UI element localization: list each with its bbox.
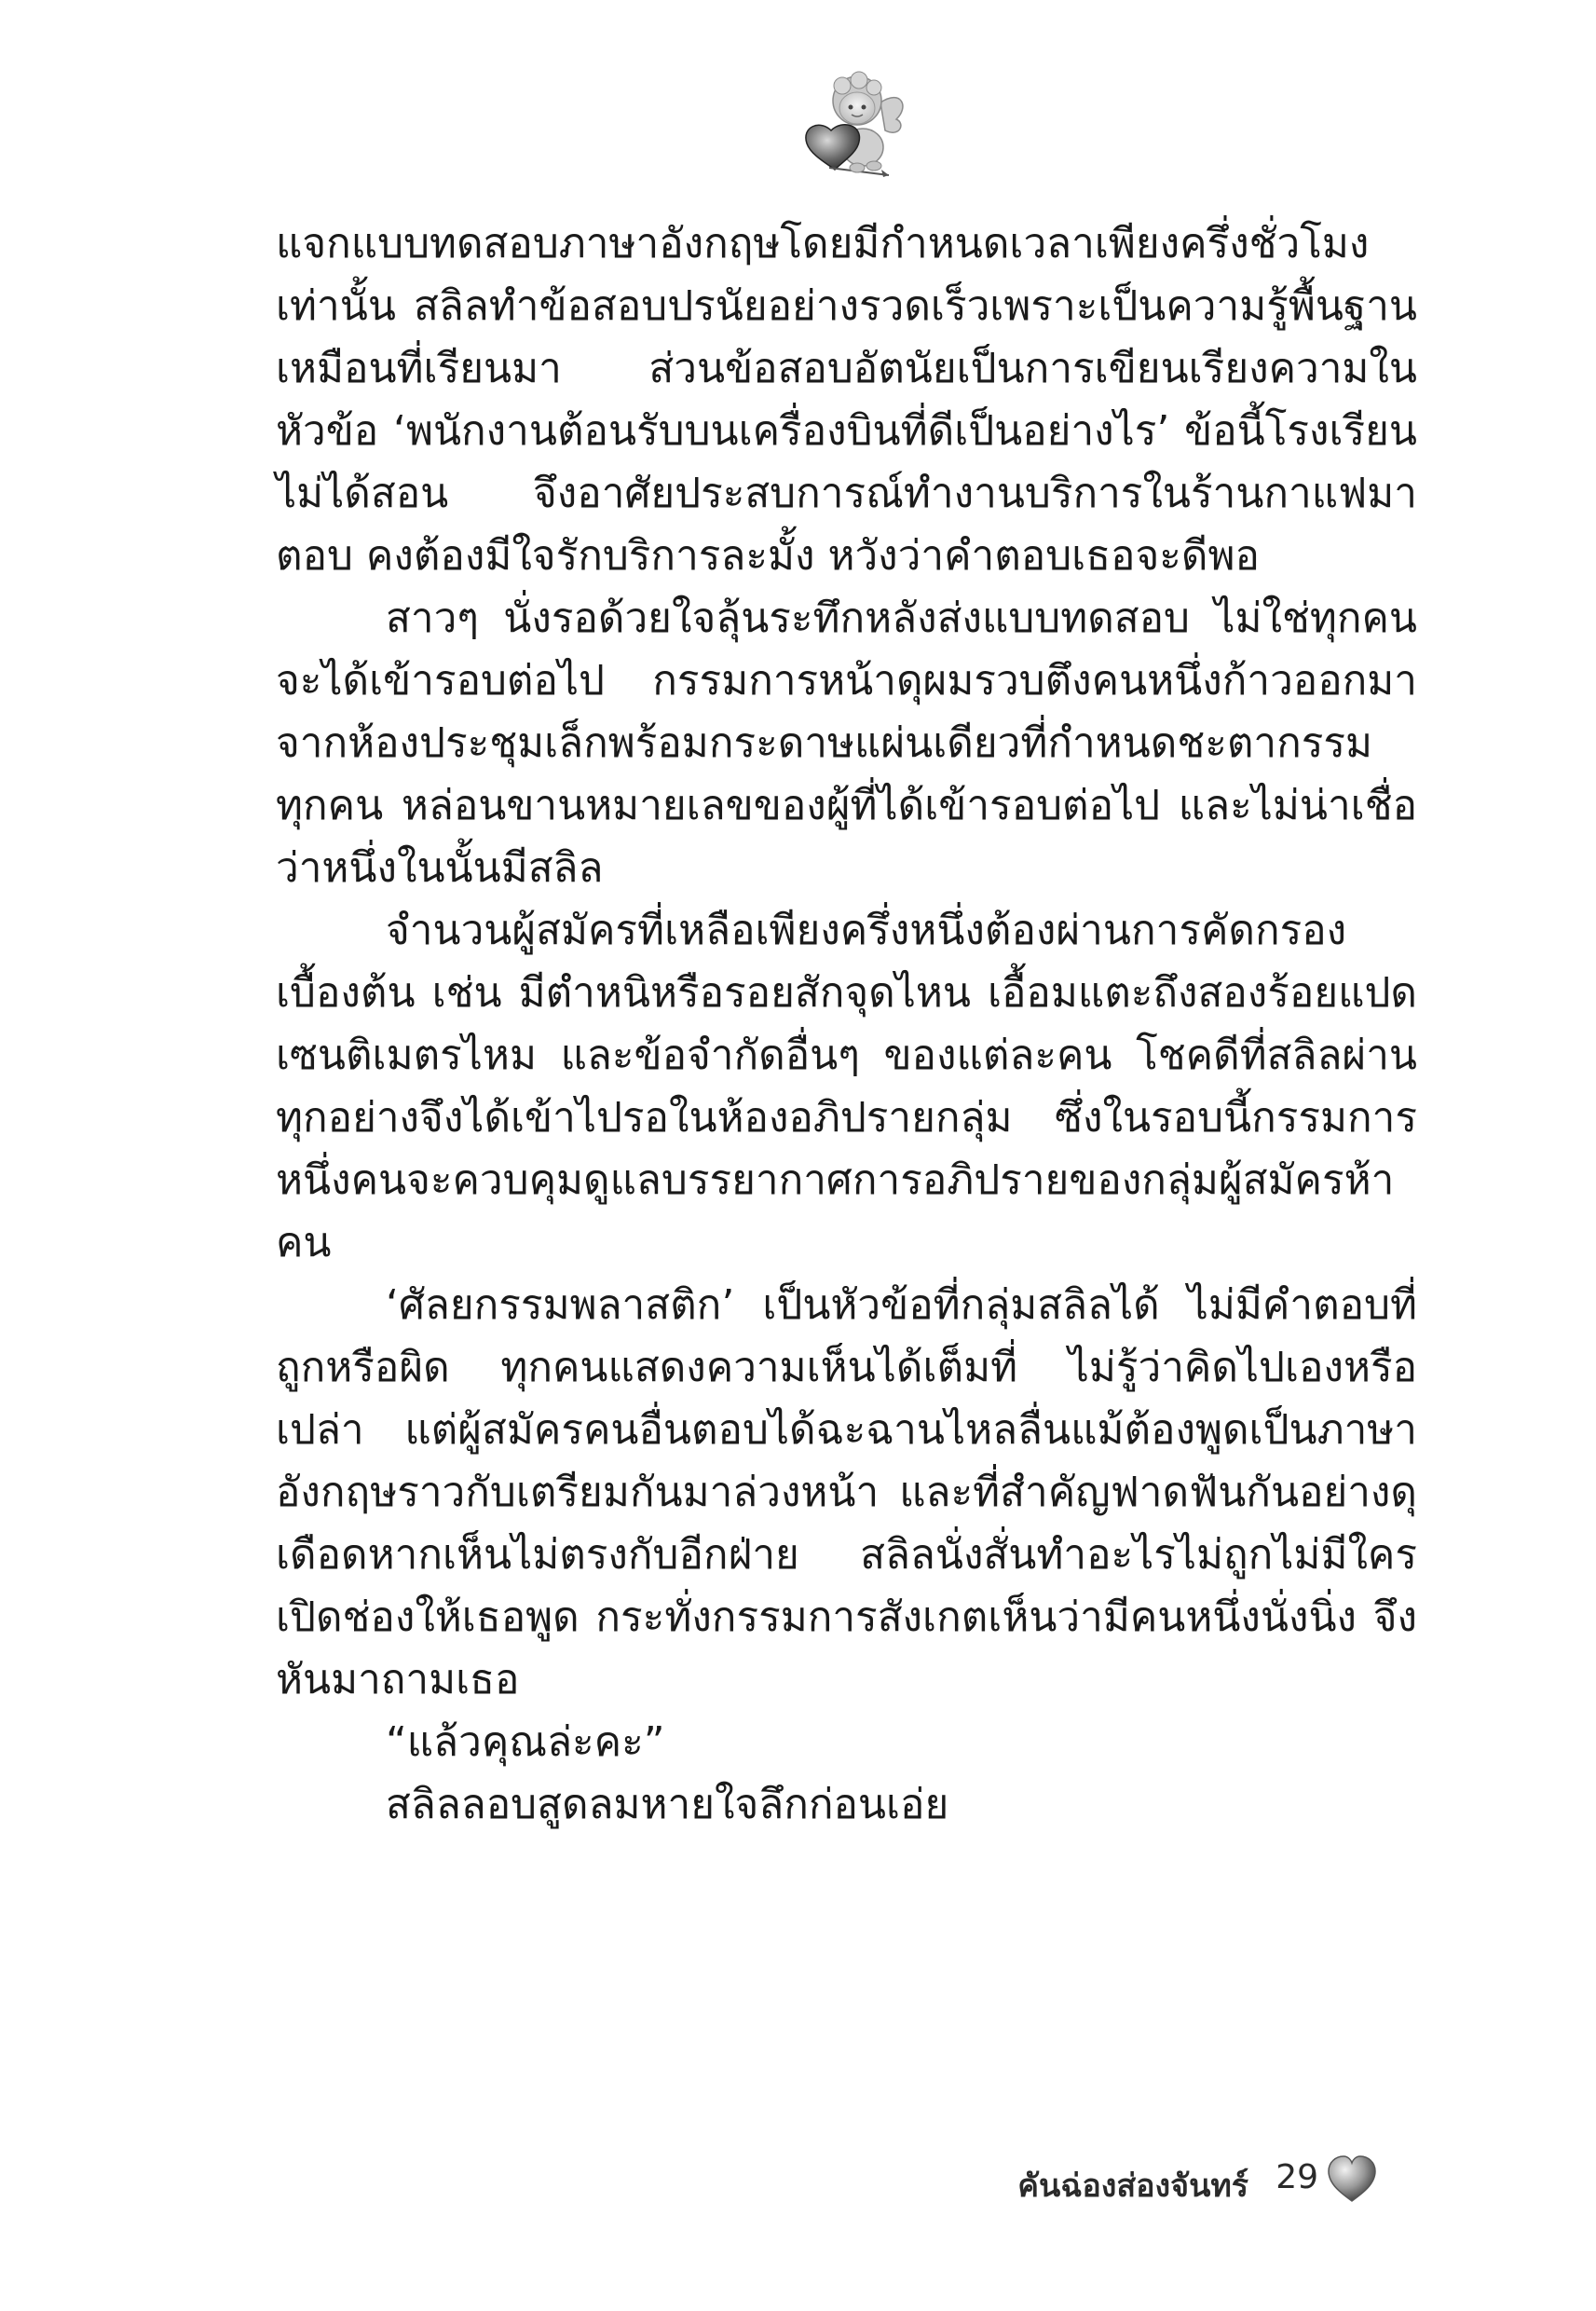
paragraph: ‘ศัลยกรรมพลาสติก’ เป็นหัวข้อที่กลุ่มสลิลได้ ไม่มีคำตอบที่ถูกหรือผิด ทุกคนแสดงความเห็นได้เต็มที่ ไม่รู้ว่าคิดไปเองหรือเปล่า แต่ผู้สมัครคนอื่นตอบได้ฉะฉานไหลลื่นแม้ต้องพูดเป็นภาษาอังกฤษราวกับเตรียมกันมาล่วงหน้า และที่สำคัญฟาดฟันกันอย่างดุเดือดหากเห็นไม่ตรงกับอีกฝ่าย สลิลนั่งสั่นทำอะไรไม่ถูกไม่มีใครเปิดช่องให้เธอพูด กระทั่งกรรมการสังเกตเห็นว่ามีคนหนึ่งนั่งนิ่ง จึงหันมาถามเธอ	[276, 1281, 1417, 1703]
body-text	[276, 212, 1417, 1836]
page-footer	[978, 2153, 1444, 2227]
page-number: 29	[1275, 2158, 1318, 2196]
heart-icon	[1325, 2153, 1379, 2207]
paragraph: จำนวนผู้สมัครที่เหลือเพียงครึ่งหนึ่งต้องผ่านการคัดกรองเบื้องต้น เช่น มีตำหนิหรือรอยสักจุดไหน เอื้อมแตะถึงสองร้อยแปดเซนติเมตรไหม และข้อจำกัดอื่นๆ ของแต่ละคน โชคดีที่สลิลผ่านทุกอย่างจึงได้เข้าไปรอในห้องอภิปรายกลุ่ม ซึ่งในรอบนี้กรรมการหนึ่งคนจะควบคุมดูแลบรรยากาศการอภิปรายของกลุ่มผู้สมัครห้าคน	[276, 907, 1417, 1266]
paragraph: สาวๆ นั่งรอด้วยใจลุ้นระทึกหลังส่งแบบทดสอบ ไม่ใช่ทุกคนจะได้เข้ารอบต่อไป กรรมการหน้าดุผมรวบตึงคนหนึ่งก้าวออกมาจากห้องประชุมเล็กพร้อมกระดาษแผ่นเดียวที่กำหนดชะตากรรมทุกคน หล่อนขานหมายเลขของผู้ที่ได้เข้ารอบต่อไป และไม่น่าเชื่อว่าหนึ่งในนั้นมีสลิล	[276, 595, 1417, 892]
paragraph: สลิลลอบสูดลมหายใจลึกก่อนเอ่ย	[386, 1781, 949, 1828]
paragraph: แจกแบบทดสอบภาษาอังกฤษโดยมีกำหนดเวลาเพียงครึ่งชั่วโมงเท่านั้น สลิลทำข้อสอบปรนัยอย่างรวดเร็วเพราะเป็นความรู้พื้นฐานเหมือนที่เรียนมา ส่วนข้อสอบอัตนัยเป็นการเขียนเรียงความในหัวข้อ ‘พนักงานต้อนรับบนเครื่องบินที่ดีเป็นอย่างไร’ ข้อนี้โรงเรียนไม่ได้สอน จึงอาศัยประสบการณ์ทำงานบริการในร้านกาแฟมาตอบ คงต้องมีใจรักบริการละมั้ง หวังว่าคำตอบเธอจะดีพอ	[276, 220, 1417, 580]
book-title: คันฉ่องส่องจันทร์	[1017, 2167, 1248, 2205]
dialogue-line: “แล้วคุณล่ะคะ”	[386, 1718, 665, 1766]
cupid-heart-icon	[792, 65, 913, 186]
